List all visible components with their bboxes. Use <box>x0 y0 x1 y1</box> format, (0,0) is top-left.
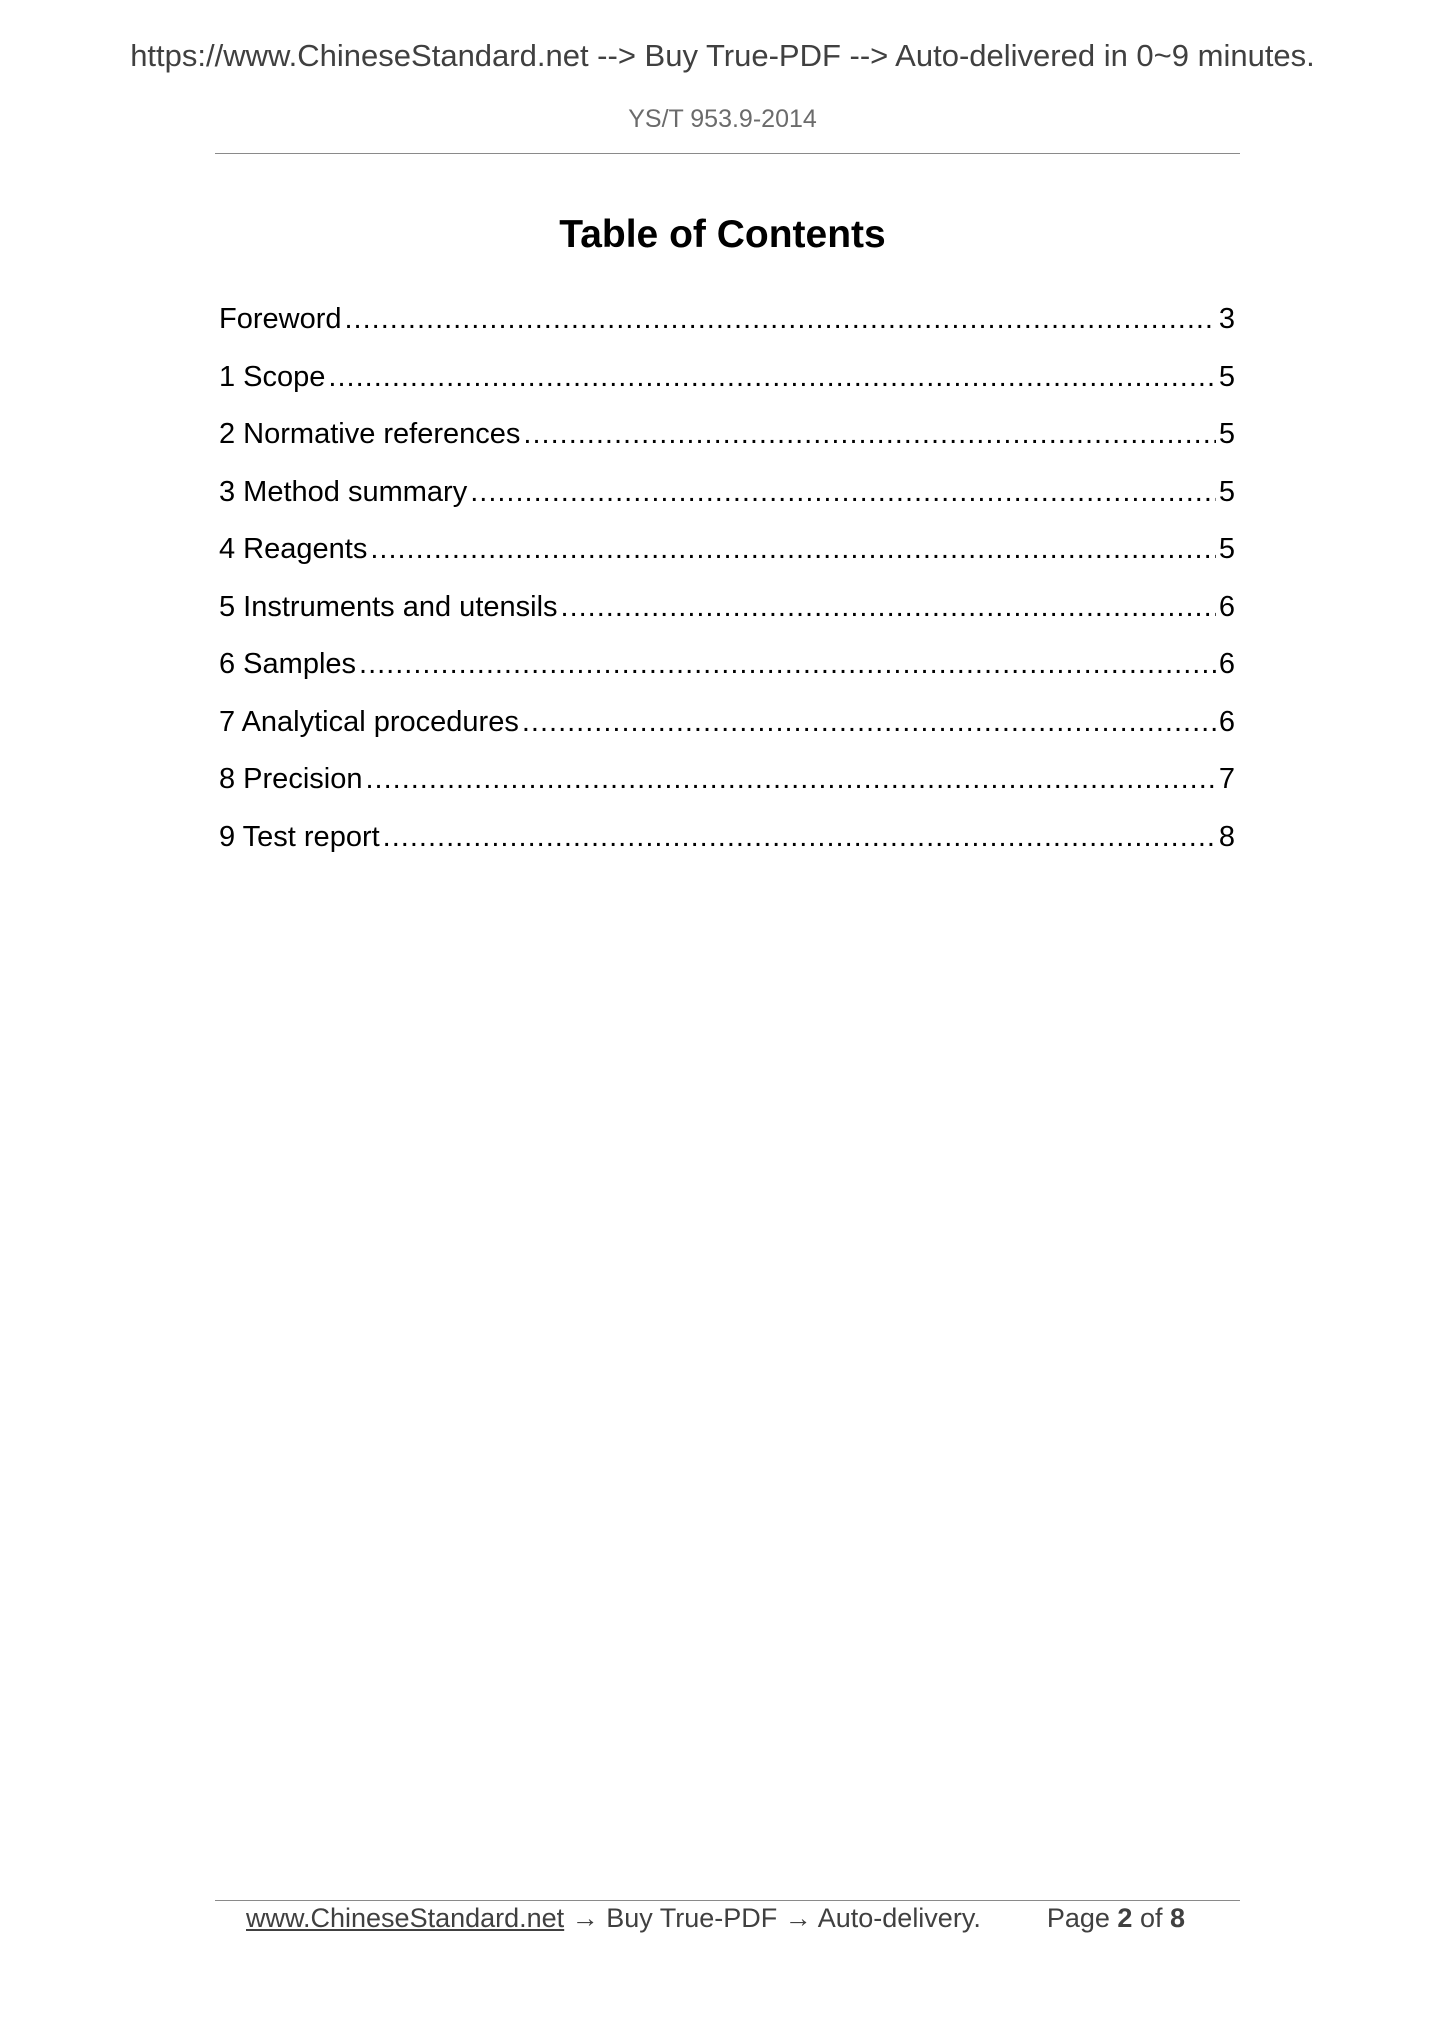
toc-title: Table of Contents <box>559 213 886 256</box>
document-code: YS/T 953.9-2014 <box>628 105 817 133</box>
page-of-label: of <box>1139 1903 1163 1933</box>
toc-entry-scope[interactable] <box>219 361 1235 419</box>
toc-dot-leader <box>359 648 1216 681</box>
toc-entry-page: 5 <box>1218 418 1235 450</box>
toc-list <box>219 303 1235 878</box>
current-page-number: 2 <box>1117 1903 1133 1933</box>
toc-entry-foreword[interactable] <box>219 303 1235 361</box>
toc-entry-page: 5 <box>1218 360 1235 393</box>
toc-dot-leader <box>561 591 1216 624</box>
top-banner: https://www.ChineseStandard.net --> Buy True-PDF --> Auto-delivered in 0~9 minutes. <box>130 38 1315 73</box>
toc-entry-instruments-and-utensils[interactable] <box>219 591 1235 649</box>
toc-entry-label: 7 Analytical procedures <box>219 705 519 738</box>
toc-entry-label: 3 Method summary <box>219 475 468 508</box>
footer-site-link[interactable]: www.ChineseStandard.net <box>246 1903 565 1933</box>
toc-dot-leader <box>365 763 1215 796</box>
toc-entry-page: 8 <box>1218 820 1235 853</box>
toc-entry-page: 6 <box>1218 648 1235 680</box>
toc-entry-test-report[interactable] <box>219 821 1235 879</box>
header-divider <box>215 153 1240 154</box>
footer-divider <box>215 1900 1240 1901</box>
toc-entry-label: Foreword <box>219 303 342 335</box>
footer-tagline: → Buy True-PDF → Auto-delivery. <box>564 1903 981 1933</box>
toc-entry-analytical-procedures[interactable] <box>219 706 1235 764</box>
toc-entry-precision[interactable] <box>219 763 1235 821</box>
toc-entry-label: 6 Samples <box>219 648 357 680</box>
total-pages-number: 8 <box>1170 1903 1186 1933</box>
toc-entry-label: 9 Test report <box>219 820 380 853</box>
page-label: Page <box>1046 1903 1110 1933</box>
toc-entry-page: 3 <box>1218 303 1235 335</box>
toc-dot-leader <box>522 706 1216 739</box>
toc-entry-reagents[interactable] <box>219 533 1235 591</box>
toc-entry-label: 8 Precision <box>219 763 363 795</box>
toc-dot-leader <box>383 821 1216 854</box>
toc-entry-page: 5 <box>1218 475 1235 508</box>
toc-entry-page: 6 <box>1218 705 1235 738</box>
toc-entry-page: 7 <box>1218 763 1235 795</box>
toc-entry-label: 1 Scope <box>219 360 326 393</box>
page-footer <box>246 1903 1206 1934</box>
toc-dot-leader <box>345 303 1216 336</box>
toc-entry-label: 4 Reagents <box>219 533 368 565</box>
toc-entry-samples[interactable] <box>219 648 1235 706</box>
toc-dot-leader <box>328 361 1215 394</box>
toc-entry-page: 5 <box>1218 533 1235 565</box>
toc-entry-label: 2 Normative references <box>219 418 521 450</box>
toc-dot-leader <box>523 418 1215 451</box>
toc-entry-normative-references[interactable] <box>219 418 1235 476</box>
toc-entry-page: 6 <box>1218 590 1235 623</box>
toc-entry-method-summary[interactable] <box>219 476 1235 534</box>
toc-dot-leader <box>370 533 1216 566</box>
toc-entry-label: 5 Instruments and utensils <box>219 590 558 623</box>
toc-dot-leader <box>470 476 1216 509</box>
